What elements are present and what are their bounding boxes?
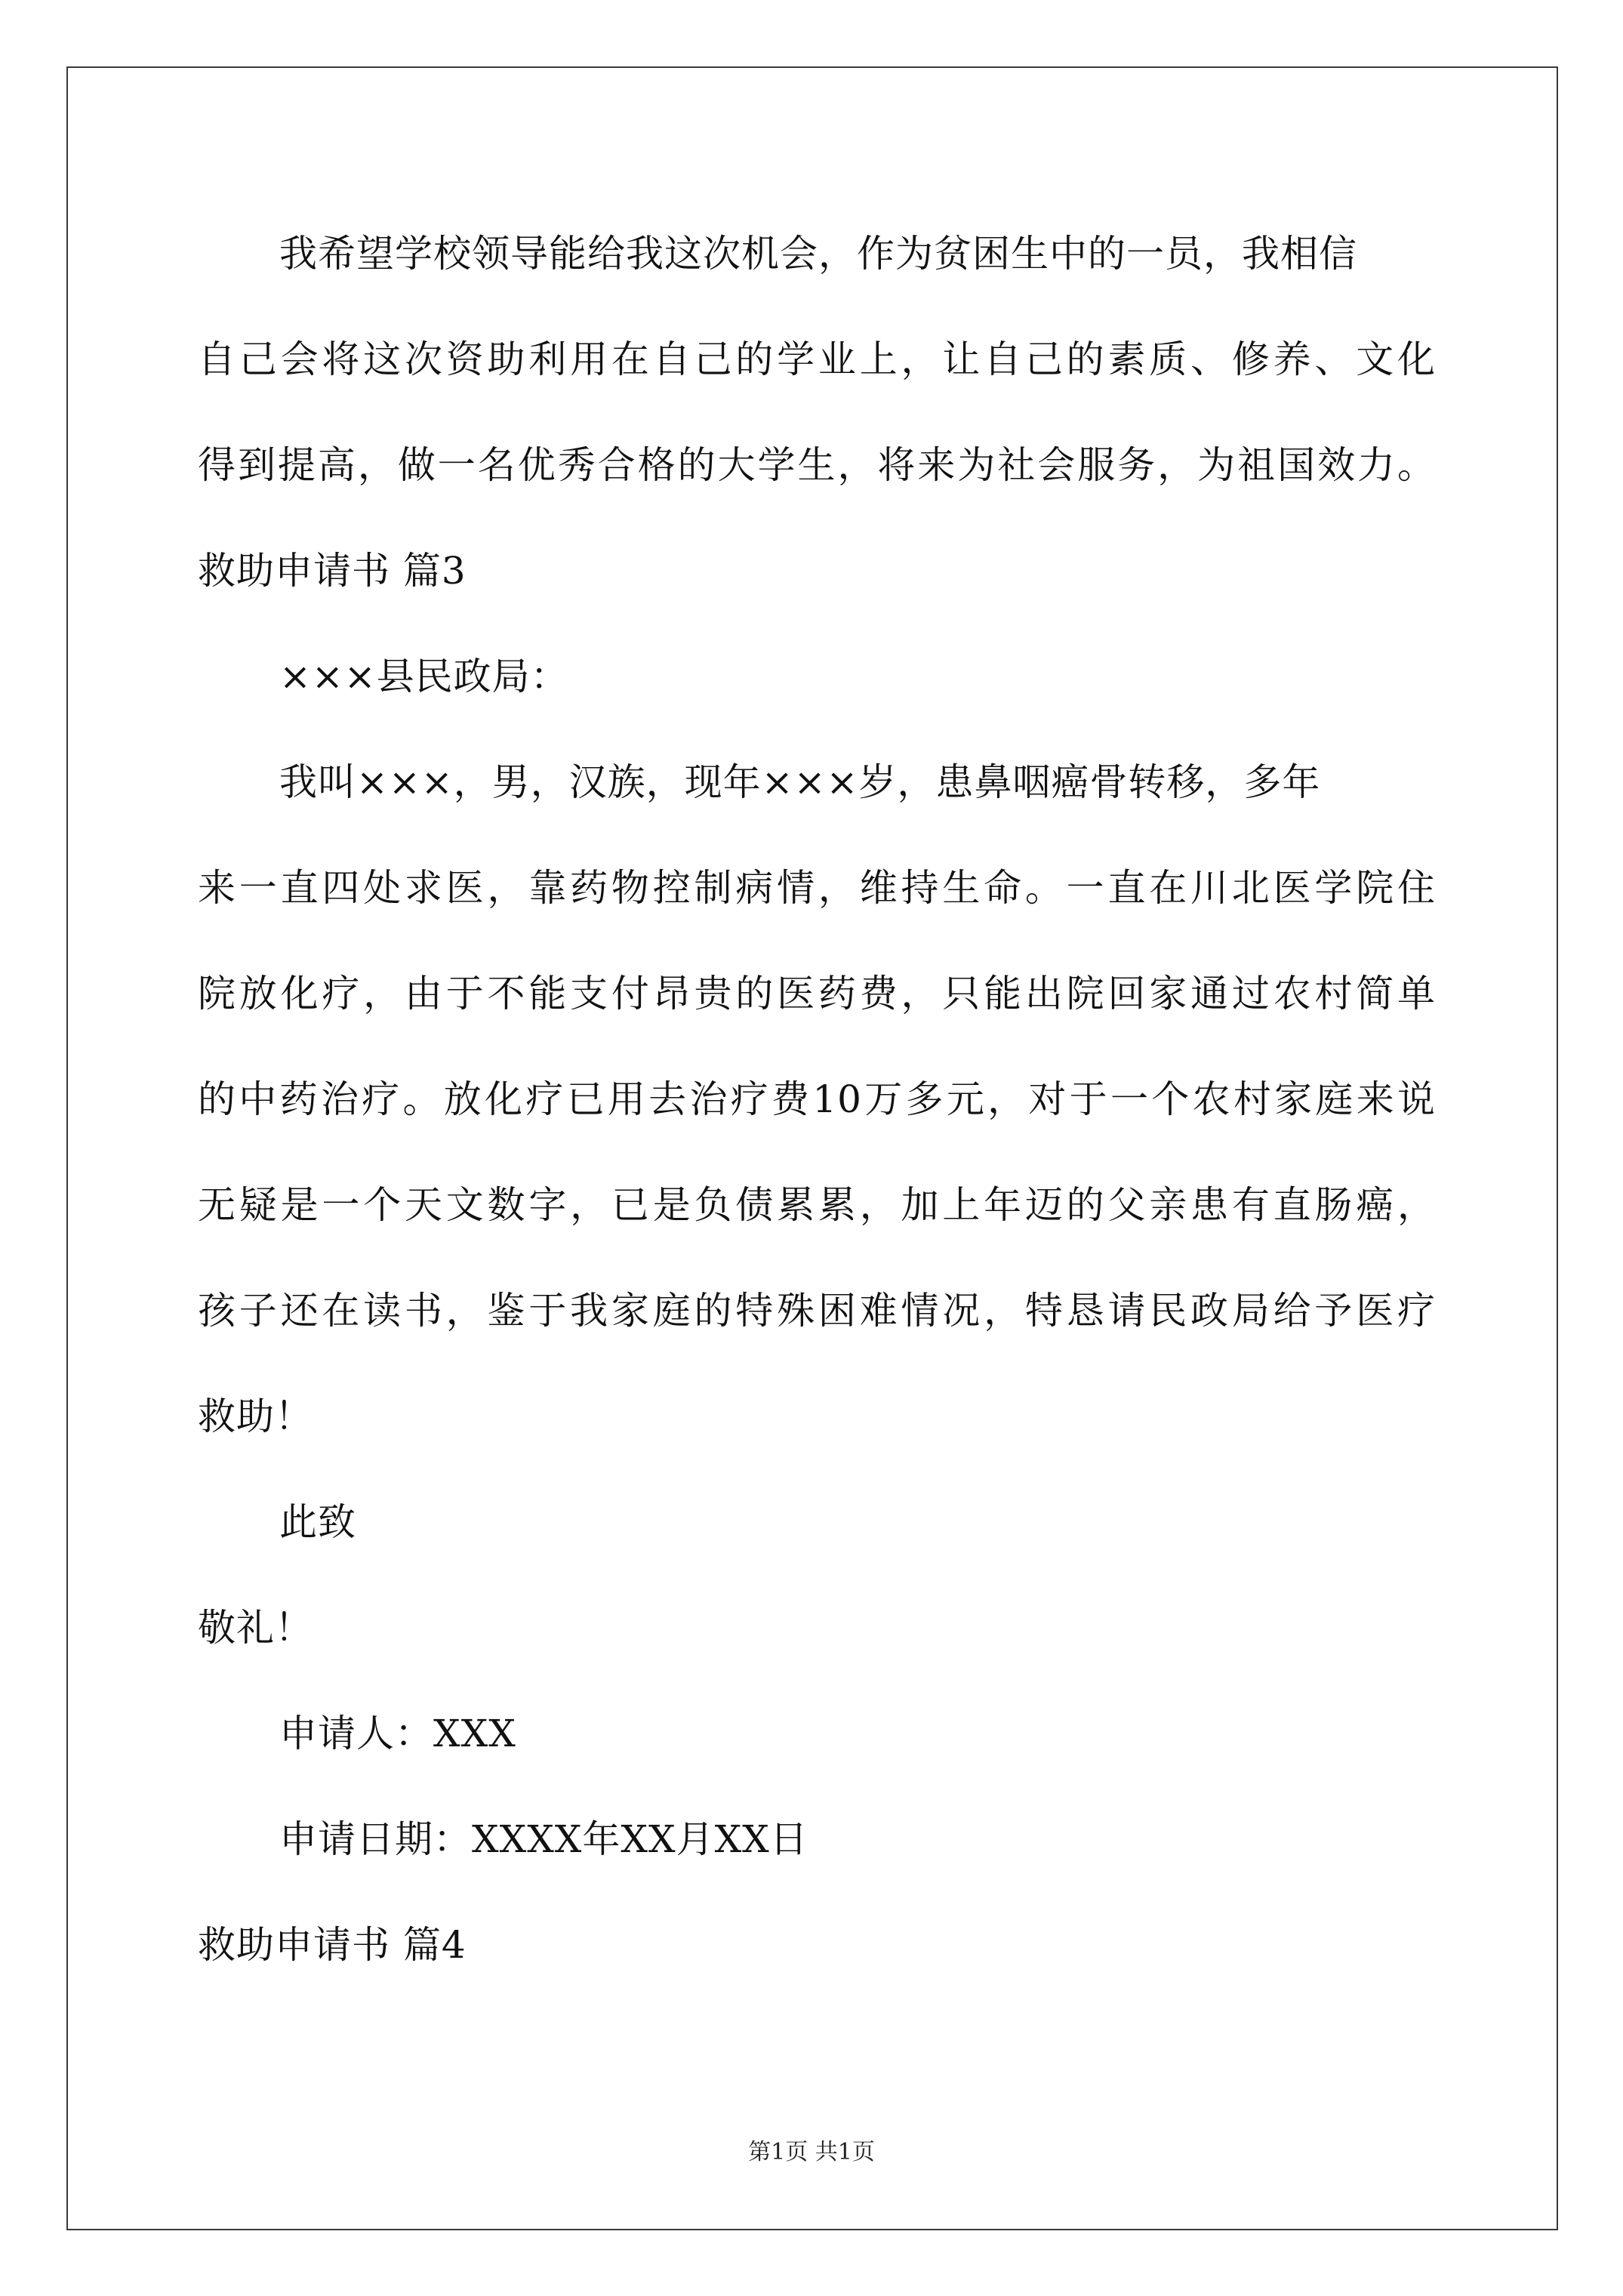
closing-salute: 敬礼！: [198, 1606, 313, 1650]
page-number-footer: 第1页 共1页: [748, 2139, 875, 2165]
body-paragraph-line: 院放化疗，由于不能支付昂贵的医药费，只能出院回家通过农村简单: [198, 972, 1436, 1015]
body-paragraph-line: 得到提高，做一名优秀合格的大学生，将来为社会服务，为祖国效力。: [198, 443, 1436, 487]
section-heading: 救助申请书 篇4: [198, 1923, 467, 1967]
body-paragraph-line: 救助！: [198, 1395, 313, 1438]
page-border: [66, 66, 1558, 2230]
body-paragraph-line: 自己会将这次资助利用在自己的学业上，让自己的素质、修养、文化: [198, 337, 1436, 381]
body-paragraph-line: 我叫×××，男，汉族，现年×××岁，患鼻咽癌骨转移，多年: [279, 760, 1321, 804]
salutation: ×××县民政局：: [279, 655, 569, 698]
applicant-name: 申请人：XXX: [279, 1712, 516, 1755]
section-heading: 救助申请书 篇3: [198, 549, 467, 593]
body-paragraph-line: 的中药治疗。放化疗已用去治疗费10万多元，对于一个农村家庭来说: [198, 1077, 1436, 1121]
body-paragraph-line: 来一直四处求医，靠药物控制病情，维持生命。一直在川北医学院住: [198, 866, 1436, 910]
closing-phrase: 此致: [279, 1500, 356, 1544]
application-date: 申请日期：XXXX年XX月XX日: [279, 1817, 808, 1861]
body-paragraph-line: 我希望学校领导能给我这次机会，作为贫困生中的一员，我相信: [279, 232, 1357, 276]
body-paragraph-line: 孩子还在读书，鉴于我家庭的特殊困难情况，特恳请民政局给予医疗: [198, 1289, 1436, 1333]
body-paragraph-line: 无疑是一个天文数字，已是负债累累，加上年迈的父亲患有直肠癌，: [198, 1183, 1436, 1227]
